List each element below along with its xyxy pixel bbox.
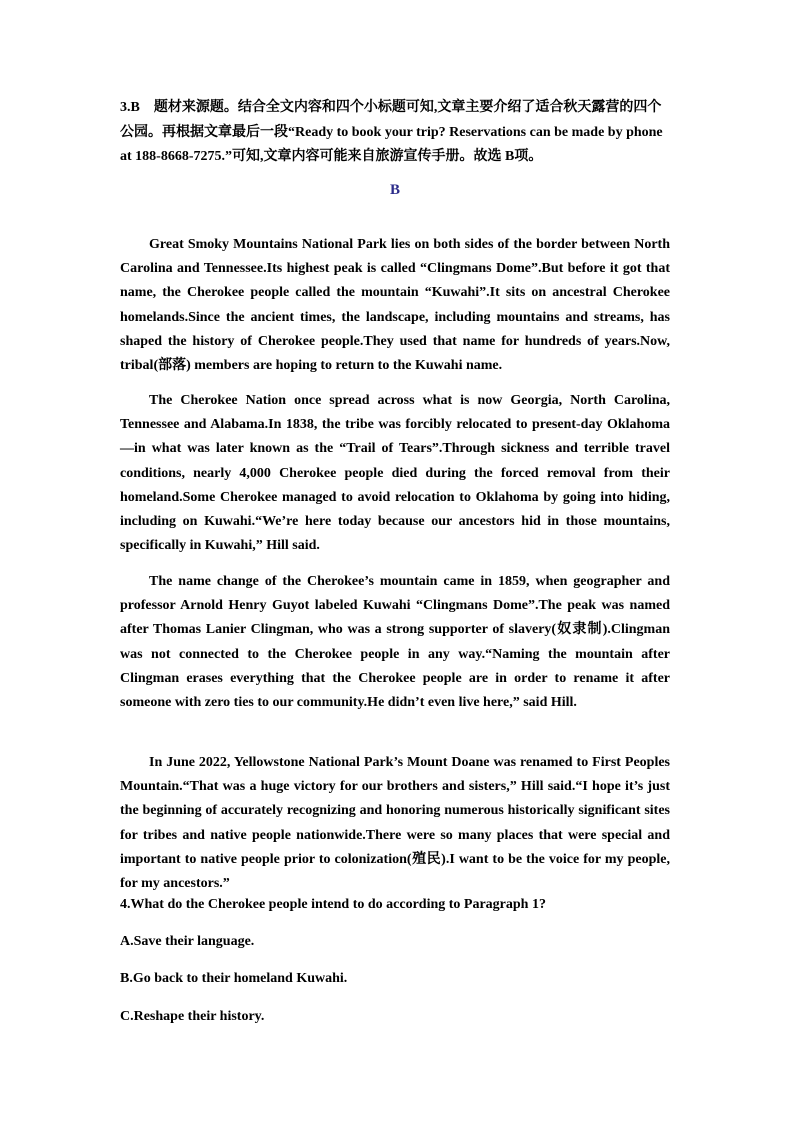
question-stem: 4.What do the Cherokee people intend to do according to Paragraph 1?: [120, 897, 546, 912]
option-a: A.Save their language.: [120, 934, 255, 949]
option-b: B.Go back to their homeland Kuwahi.: [120, 971, 348, 986]
passage-paragraph-4: In June 2022, Yellowstone National Park’s Mount Doane was renamed to First Peoples Mountain.“That was a huge victory for our brothers and sisters,” Hill said.“I hope it’s just the beginning of accurately recognizing and honoring numerous historically significant sites for tribes and native people nationwide.There were so many places that were special and important to native people prior to colonization(殖民).I want to be the voice for my people, for my ancestors.”: [120, 755, 670, 892]
passage-paragraph-1: Great Smoky Mountains National Park lies on both sides of the border between North Carolina and Tennessee.Its highest peak is called “Clingmans Dome”.But before it got that name, the Cherokee people called the mountain “Kuwahi”.It sits on ancestral Cherokee homelands.Since the ancient times, the landscape, including mountains and streams, has shaped the history of Cherokee people.They used that name for hundreds of years.Now, tribal(部落) members are hoping to return to the Kuwahi name.: [120, 237, 670, 374]
answer-explanation: 3.B 题材来源题。结合全文内容和四个小标题可知,文章主要介绍了适合秋天露营的四个公园。再根据文章最后一段“Ready to book your trip? Reservations can be made by phone at 188-8668-7275.”可知,文章内容可能来自旅游宣传手册。故选 B项。: [120, 100, 663, 164]
passage-paragraph-3: The name change of the Cherokee’s mountain came in 1859, when geographer and professor Arnold Henry Guyot labeled Kuwahi “Clingmans Dome”.The peak was named after Thomas Lanier Clingman, who was a strong supporter of slavery(奴隶制).Clingman was not connected to the Cherokee people in any way.“Naming the mountain after Clingman erases everything that the Cherokee people are in order to rename it after someone with zero ties to our community.He didn’t even live here,” said Hill.: [120, 574, 670, 711]
option-c: C.Reshape their history.: [120, 1009, 265, 1024]
section-heading: B: [389, 182, 400, 198]
passage-paragraph-2: The Cherokee Nation once spread across what is now Georgia, North Carolina, Tennessee and Alabama.In 1838, the tribe was forcibly relocated to present-day Oklahoma—in what was later known as the “Trail of Tears”.Through sickness and terrible travel conditions, nearly 4,000 Cherokee people died during the forced removal from their homeland.Some Cherokee managed to avoid relocation to Oklahoma by going into hiding, including on Kuwahi.“We’re here today because our ancestors hid in those mountains, specifically in Kuwahi,” Hill said.: [120, 393, 670, 554]
